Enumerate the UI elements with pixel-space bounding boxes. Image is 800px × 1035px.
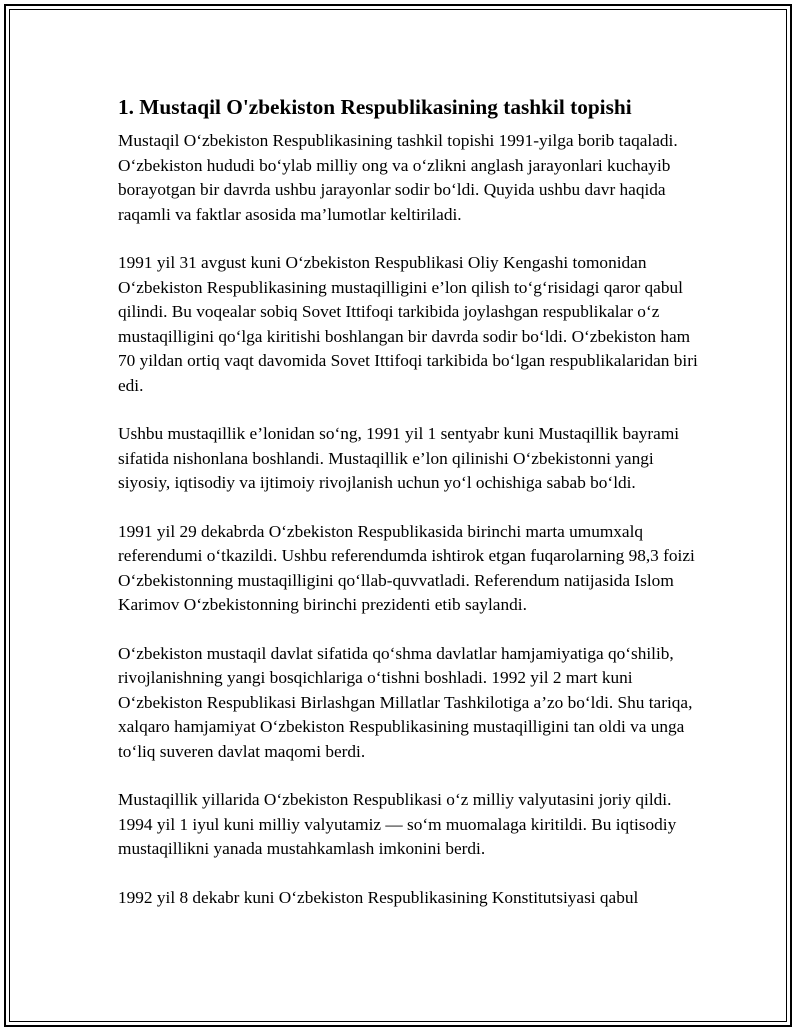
paragraph-5: O‘zbekiston mustaqil davlat sifatida qo‘shma davlatlar hamjamiyatiga qo‘shilib, rivojlanishning yangi bosqichlariga o‘tishni boshladi. 1992 yil 2 mart kuni O‘zbekiston Respublikasi Birlashgan Millatlar Tashkilotiga a’zo bo‘ldi. Shu tariqa, xalqaro hamjamiyat O‘zbekiston Respublikasining mustaqilligini tan oldi va unga to‘liq suveren davlat maqomi berdi.: [118, 643, 693, 761]
section-heading: 1. Mustaqil O'zbekiston Respublikasining tashkil topishi: [118, 95, 632, 119]
paragraph-1: Mustaqil O‘zbekiston Respublikasining tashkil topishi 1991-yilga borib taqaladi. O‘zbekiston hududi bo‘ylab milliy ong va o‘zlikni anglash jarayonlari kuchayib borayotgan bir davrda ushbu jarayonlar sodir bo‘ldi. Quyida ushbu davr haqida raqamli va faktlar asosida ma’lumotlar keltiriladi.: [118, 131, 678, 224]
paragraph-7: 1992 yil 8 dekabr kuni O‘zbekiston Respublikasining Konstitutsiyasi qabul: [118, 887, 639, 907]
document-body: [118, 93, 698, 934]
paragraph-4: 1991 yil 29 dekabrda O‘zbekiston Respublikasida birinchi marta umumxalq referendumi o‘tkazildi. Ushbu referendumda ishtirok etgan fuqarolarning 98,3 foizi O‘zbekistonning mustaqilligini qo‘llab-quvvatladi. Referendum natijasida Islom Karimov O‘zbekistonning birinchi prezidenti etib saylandi.: [118, 521, 695, 614]
paragraph-2: 1991 yil 31 avgust kuni O‘zbekiston Respublikasi Oliy Kengashi tomonidan O‘zbekiston Respublikasining mustaqilligini e’lon qilish to‘g‘risidagi qaror qabul qilindi. Bu voqealar sobiq Sovet Ittifoqi tarkibida joylashgan respublikalar o‘z mustaqilligini qo‘lga kiritishi boshlangan bir davrda sodir bo‘ldi. O‘zbekiston ham 70 yildan ortiq vaqt davomida Sovet Ittifoqi tarkibida bo‘lgan respublikalaridan biri edi.: [118, 253, 698, 395]
paragraph-3: Ushbu mustaqillik e’lonidan so‘ng, 1991 yil 1 sentyabr kuni Mustaqillik bayrami sifatida nishonlana boshlandi. Mustaqillik e’lon qilinishi O‘zbekistonni yangi siyosiy, iqtisodiy va ijtimoiy rivojlanish uchun yo‘l ochishiga sabab bo‘ldi.: [118, 424, 680, 492]
paragraph-6: Mustaqillik yillarida O‘zbekiston Respublikasi o‘z milliy valyutasini joriy qildi. 1994 yil 1 iyul kuni milliy valyutamiz — so‘m muomalaga kiritildi. Bu iqtisodiy mustaqillikni yanada mustahkamlash imkonini berdi.: [118, 790, 677, 858]
